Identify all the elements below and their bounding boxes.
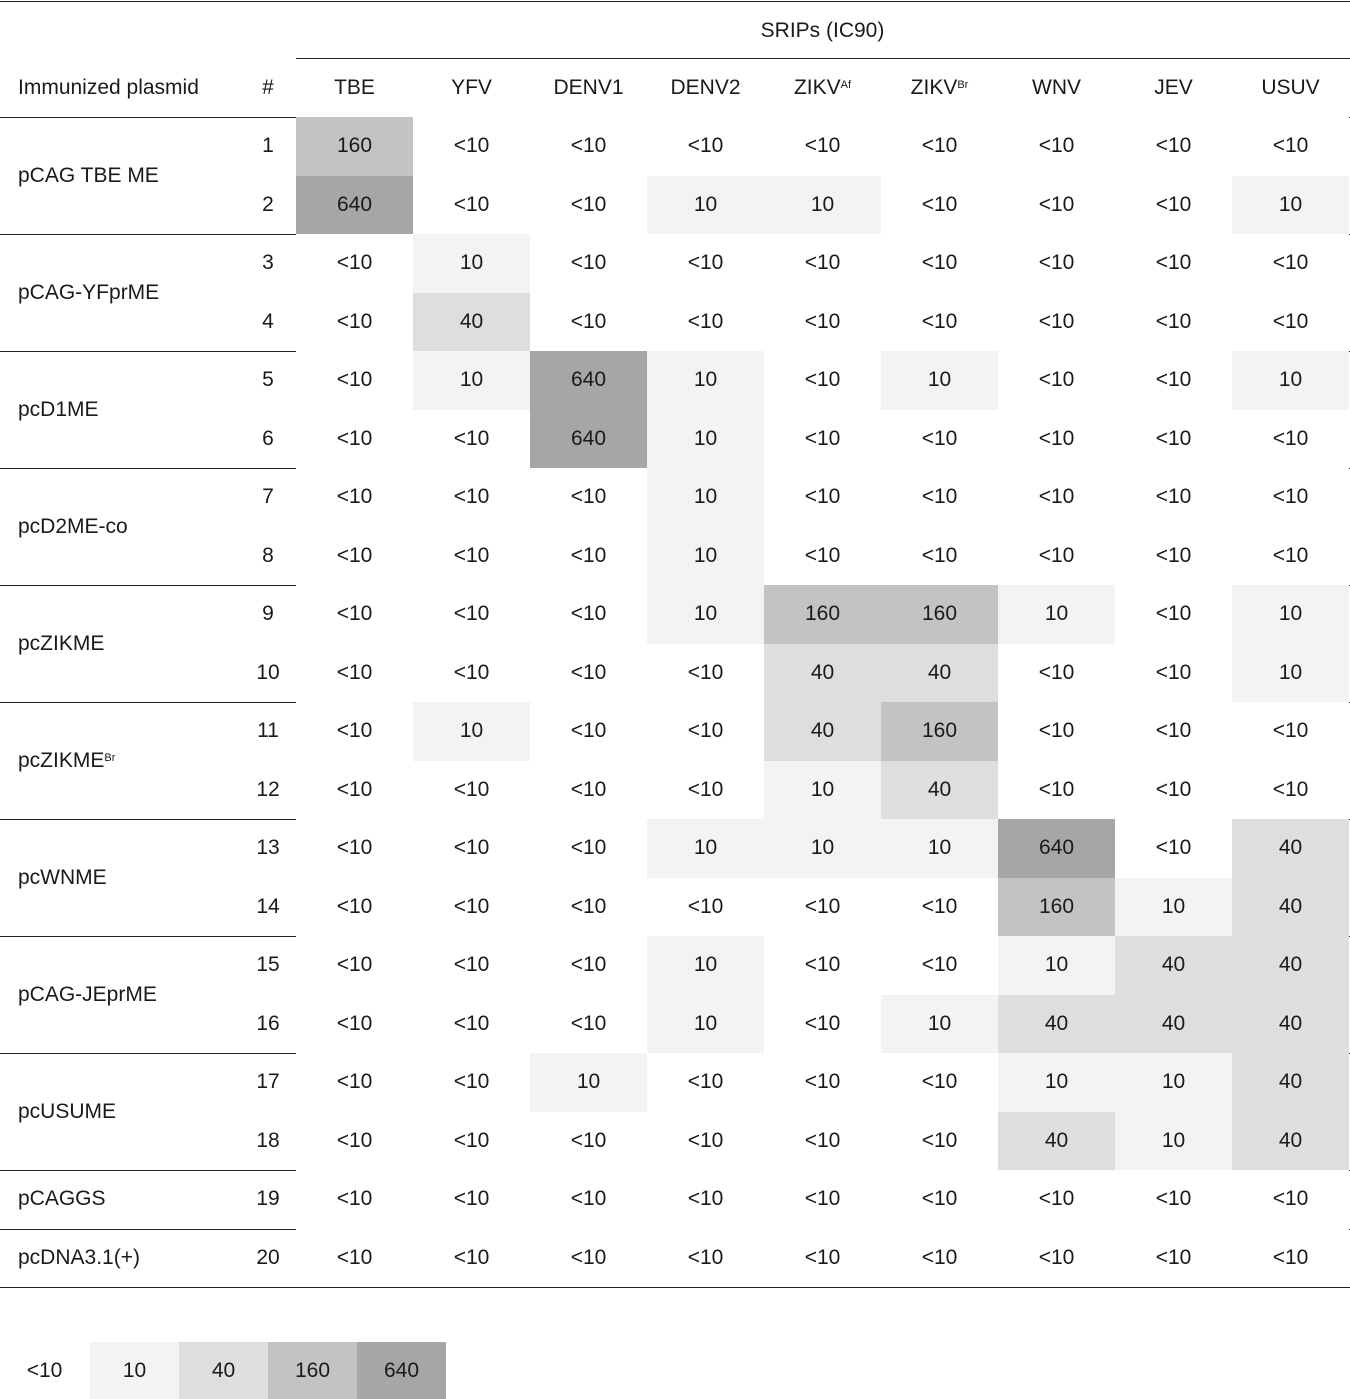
data-cell: <10: [881, 936, 998, 995]
sample-number: 1: [262, 134, 274, 158]
data-cell: <10: [998, 468, 1115, 527]
data-cell: <10: [530, 468, 647, 527]
data-cell: <10: [881, 527, 998, 586]
data-cell: 10: [647, 410, 764, 469]
data-cell: 40: [1232, 995, 1349, 1054]
data-cell: <10: [998, 1229, 1115, 1288]
title-rule: [296, 58, 1350, 59]
data-cell: <10: [296, 234, 413, 293]
data-cell: 160: [881, 585, 998, 644]
data-cell: <10: [296, 468, 413, 527]
data-cell: <10: [764, 1112, 881, 1171]
plasmid-label: pcD2ME-co: [18, 514, 128, 538]
data-cell: <10: [296, 527, 413, 586]
data-cell: 10: [413, 702, 530, 761]
data-cell: <10: [296, 761, 413, 820]
top-rule: [0, 1, 1350, 2]
data-cell: <10: [764, 293, 881, 352]
data-cell: 40: [1115, 936, 1232, 995]
plasmid-label: pcUSUME: [18, 1099, 117, 1123]
data-cell: <10: [881, 410, 998, 469]
data-cell: <10: [296, 351, 413, 410]
data-cell: 640: [998, 819, 1115, 878]
data-cell: 10: [998, 936, 1115, 995]
data-cell: 160: [998, 878, 1115, 937]
data-cell: <10: [530, 176, 647, 235]
data-cell: <10: [530, 527, 647, 586]
data-cell: <10: [881, 878, 998, 937]
data-cell: <10: [1232, 702, 1349, 761]
data-cell: <10: [296, 995, 413, 1054]
sample-number: 11: [257, 719, 279, 743]
data-cell: 10: [647, 351, 764, 410]
data-cell: <10: [764, 527, 881, 586]
data-cell: <10: [530, 293, 647, 352]
data-cell: 10: [1115, 878, 1232, 937]
data-cell: <10: [1232, 1229, 1349, 1288]
data-cell: <10: [530, 1112, 647, 1171]
data-cell: <10: [998, 410, 1115, 469]
data-cell: <10: [764, 1170, 881, 1229]
data-cell: <10: [998, 761, 1115, 820]
data-cell: <10: [1115, 585, 1232, 644]
data-cell: <10: [1232, 468, 1349, 527]
column-header: USUV: [1261, 76, 1320, 99]
data-cell: <10: [647, 1170, 764, 1229]
sample-number: 7: [262, 485, 274, 509]
data-cell: <10: [647, 234, 764, 293]
column-header: WNV: [1032, 76, 1081, 99]
data-cell: 10: [881, 995, 998, 1054]
data-cell: <10: [1232, 410, 1349, 469]
data-cell: <10: [764, 1053, 881, 1112]
data-cell: 40: [1232, 1112, 1349, 1171]
data-cell: <10: [764, 117, 881, 176]
sample-number: 17: [256, 1070, 280, 1094]
data-cell: 10: [1232, 176, 1349, 235]
data-cell: <10: [998, 234, 1115, 293]
data-cell: <10: [647, 293, 764, 352]
data-cell: 40: [764, 702, 881, 761]
data-cell: <10: [998, 293, 1115, 352]
sample-number: 16: [256, 1011, 280, 1035]
data-cell: 10: [413, 351, 530, 410]
plasmid-label: pCAG TBE ME: [18, 163, 159, 187]
data-cell: <10: [530, 1229, 647, 1288]
data-cell: <10: [1115, 644, 1232, 703]
data-cell: <10: [1232, 234, 1349, 293]
data-cell: <10: [764, 878, 881, 937]
data-cell: <10: [998, 176, 1115, 235]
data-cell: 40: [1232, 878, 1349, 937]
data-cell: 10: [1232, 585, 1349, 644]
data-cell: <10: [413, 176, 530, 235]
column-header: ZIKV $^{Af}$: [793, 76, 852, 99]
data-cell: 10: [1115, 1053, 1232, 1112]
data-cell: <10: [413, 1053, 530, 1112]
sample-number: 3: [262, 251, 274, 275]
data-cell: <10: [764, 410, 881, 469]
plasmid-label: pcZIKME: [18, 631, 105, 655]
data-cell: <10: [881, 1053, 998, 1112]
column-header: TBE: [334, 76, 375, 99]
data-cell: <10: [1115, 293, 1232, 352]
data-cell: <10: [530, 1170, 647, 1229]
superscript: Br: [957, 79, 969, 91]
data-cell: <10: [413, 761, 530, 820]
plasmid-label: pcD1ME: [18, 397, 99, 421]
data-cell: <10: [296, 819, 413, 878]
data-cell: <10: [881, 117, 998, 176]
legend-swatch: 10: [90, 1342, 179, 1399]
data-cell: <10: [1115, 234, 1232, 293]
plasmid-label: pcWNME: [18, 865, 107, 889]
sample-number: 20: [256, 1245, 280, 1269]
data-cell: 40: [1115, 995, 1232, 1054]
superscript: Br: [104, 751, 116, 764]
data-cell: <10: [764, 1229, 881, 1288]
data-cell: <10: [764, 936, 881, 995]
data-cell: 10: [881, 819, 998, 878]
data-cell: <10: [998, 117, 1115, 176]
data-cell: <10: [296, 1229, 413, 1288]
plasmid-label: pCAG-YFprME: [18, 280, 160, 304]
plasmid-label: pcZIKME $^{Br}$: [18, 748, 116, 772]
legend-swatch: <10: [0, 1342, 89, 1399]
data-cell: <10: [413, 585, 530, 644]
data-cell: <10: [296, 1170, 413, 1229]
data-cell: <10: [1232, 761, 1349, 820]
data-cell: <10: [1115, 819, 1232, 878]
data-cell: <10: [296, 1053, 413, 1112]
plasmid-label: pcDNA3.1(+): [18, 1245, 140, 1269]
data-cell: <10: [881, 176, 998, 235]
sample-number: 13: [256, 836, 280, 860]
data-cell: <10: [647, 1112, 764, 1171]
data-cell: <10: [881, 293, 998, 352]
data-cell: <10: [530, 234, 647, 293]
data-cell: 640: [530, 410, 647, 469]
data-cell: <10: [881, 1170, 998, 1229]
data-cell: <10: [647, 1229, 764, 1288]
data-cell: <10: [1115, 351, 1232, 410]
data-cell: <10: [413, 936, 530, 995]
data-cell: <10: [413, 878, 530, 937]
data-cell: <10: [998, 1170, 1115, 1229]
data-cell: <10: [296, 644, 413, 703]
data-cell: <10: [530, 995, 647, 1054]
data-cell: <10: [1232, 117, 1349, 176]
data-cell: 40: [1232, 819, 1349, 878]
data-cell: <10: [530, 936, 647, 995]
data-cell: 10: [998, 585, 1115, 644]
sample-number: 9: [262, 602, 274, 626]
data-cell: <10: [296, 293, 413, 352]
data-cell: <10: [296, 936, 413, 995]
data-cell: 10: [530, 1053, 647, 1112]
data-cell: <10: [530, 761, 647, 820]
sample-number: 19: [256, 1187, 280, 1211]
data-cell: 10: [1232, 644, 1349, 703]
sample-number: 2: [262, 192, 274, 216]
legend-swatch: 640: [357, 1342, 446, 1399]
data-cell: <10: [764, 351, 881, 410]
data-cell: <10: [1115, 527, 1232, 586]
data-cell: <10: [413, 527, 530, 586]
data-cell: 40: [764, 644, 881, 703]
data-cell: 10: [413, 234, 530, 293]
data-cell: 10: [647, 819, 764, 878]
plasmid-label: pCAG-JEprME: [18, 982, 157, 1006]
data-cell: 160: [296, 117, 413, 176]
data-cell: <10: [764, 995, 881, 1054]
data-cell: <10: [413, 117, 530, 176]
table-title: SRIPs (IC90): [760, 19, 885, 42]
data-cell: <10: [1115, 410, 1232, 469]
sample-number: 15: [256, 953, 280, 977]
data-cell: <10: [998, 644, 1115, 703]
data-cell: <10: [647, 761, 764, 820]
data-cell: <10: [530, 819, 647, 878]
column-header: YFV: [451, 76, 492, 99]
data-cell: 10: [647, 468, 764, 527]
data-cell: <10: [647, 878, 764, 937]
superscript: Af: [840, 79, 852, 91]
data-cell: 640: [530, 351, 647, 410]
data-cell: 40: [1232, 1053, 1349, 1112]
data-cell: 10: [764, 176, 881, 235]
data-cell: 10: [764, 761, 881, 820]
data-cell: <10: [530, 702, 647, 761]
data-cell: <10: [530, 117, 647, 176]
data-cell: 40: [413, 293, 530, 352]
data-cell: <10: [1115, 1170, 1232, 1229]
data-cell: 10: [647, 995, 764, 1054]
data-cell: 10: [647, 585, 764, 644]
data-cell: <10: [1115, 1229, 1232, 1288]
data-cell: 10: [647, 176, 764, 235]
legend-swatch: 40: [179, 1342, 268, 1399]
data-cell: <10: [296, 585, 413, 644]
data-cell: <10: [413, 819, 530, 878]
column-header: ZIKV $^{Br}$: [910, 76, 969, 99]
data-cell: <10: [881, 468, 998, 527]
plasmid-label: pCAGGS: [18, 1187, 106, 1211]
data-cell: <10: [296, 410, 413, 469]
data-cell: <10: [1115, 761, 1232, 820]
data-cell: <10: [647, 117, 764, 176]
legend-swatch: 160: [268, 1342, 357, 1399]
data-cell: <10: [1232, 293, 1349, 352]
data-cell: <10: [647, 644, 764, 703]
data-cell: 10: [1232, 351, 1349, 410]
data-cell: <10: [764, 234, 881, 293]
sample-number: 4: [262, 309, 274, 333]
sample-number: 6: [262, 426, 274, 450]
data-cell: 160: [881, 702, 998, 761]
data-cell: <10: [413, 1229, 530, 1288]
data-cell: <10: [296, 878, 413, 937]
sample-number: 14: [256, 894, 280, 918]
data-cell: 40: [881, 644, 998, 703]
data-cell: <10: [1232, 527, 1349, 586]
data-cell: 40: [998, 995, 1115, 1054]
sample-number: 18: [256, 1128, 280, 1152]
data-cell: 640: [296, 176, 413, 235]
data-cell: <10: [881, 1112, 998, 1171]
data-cell: <10: [647, 702, 764, 761]
data-cell: <10: [530, 585, 647, 644]
data-cell: 10: [764, 819, 881, 878]
data-cell: 40: [881, 761, 998, 820]
data-cell: <10: [413, 644, 530, 703]
data-cell: <10: [413, 468, 530, 527]
sample-number: 5: [262, 368, 274, 392]
data-cell: <10: [1115, 702, 1232, 761]
column-header: DENV2: [670, 76, 741, 99]
data-cell: <10: [413, 1170, 530, 1229]
data-cell: 10: [647, 936, 764, 995]
sample-number: 8: [262, 543, 274, 567]
data-cell: <10: [881, 1229, 998, 1288]
data-cell: <10: [413, 1112, 530, 1171]
data-cell: 40: [1232, 936, 1349, 995]
data-cell: <10: [1115, 176, 1232, 235]
data-cell: 10: [998, 1053, 1115, 1112]
data-cell: <10: [296, 702, 413, 761]
data-cell: <10: [530, 878, 647, 937]
data-cell: 160: [764, 585, 881, 644]
data-cell: 40: [998, 1112, 1115, 1171]
data-cell: <10: [998, 527, 1115, 586]
data-cell: <10: [764, 468, 881, 527]
data-cell: 10: [647, 527, 764, 586]
data-cell: <10: [998, 702, 1115, 761]
number-header-label: #: [262, 76, 274, 99]
sample-number: 12: [256, 777, 280, 801]
data-cell: <10: [413, 995, 530, 1054]
row-header-label: Immunized plasmid: [18, 76, 199, 99]
group-rule: [0, 1287, 1350, 1288]
data-cell: <10: [296, 1112, 413, 1171]
data-cell: 10: [881, 351, 998, 410]
data-cell: <10: [1115, 117, 1232, 176]
data-cell: <10: [1115, 468, 1232, 527]
column-header: DENV1: [553, 76, 624, 99]
data-cell: <10: [413, 410, 530, 469]
data-cell: <10: [647, 1053, 764, 1112]
data-cell: <10: [530, 644, 647, 703]
data-cell: <10: [1232, 1170, 1349, 1229]
sample-number: 10: [256, 660, 280, 684]
column-header: JEV: [1154, 76, 1193, 99]
data-cell: <10: [881, 234, 998, 293]
data-cell: 10: [1115, 1112, 1232, 1171]
data-cell: <10: [998, 351, 1115, 410]
